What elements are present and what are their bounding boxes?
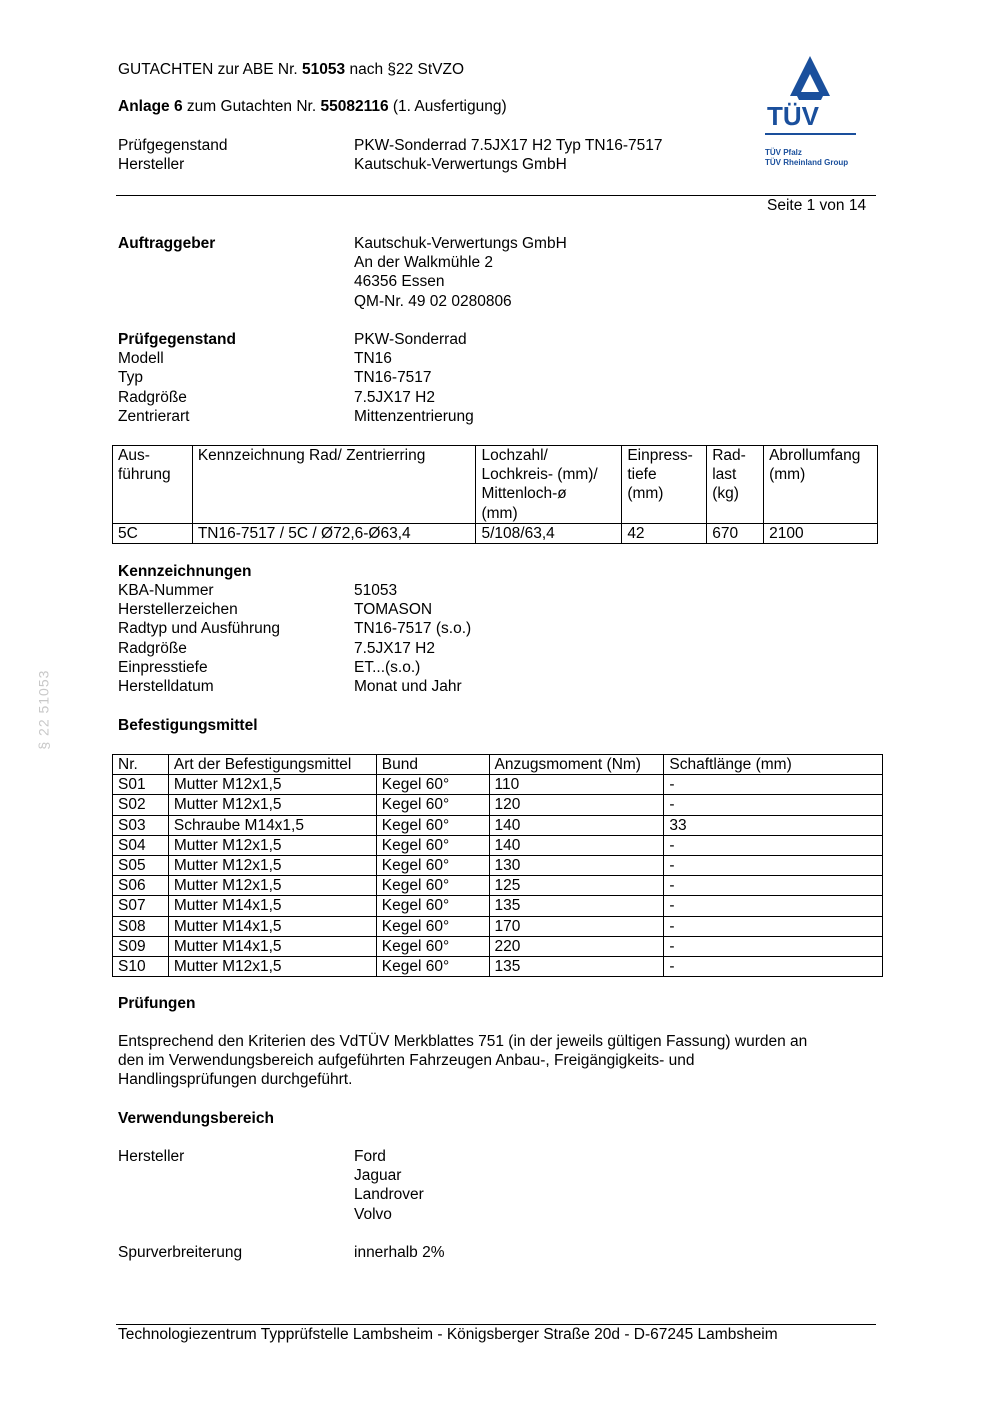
paragraph-line: Entsprechend den Kriterien des VdTÜV Merkblattes 751 (in der jeweils gültigen Fassung) wurden an	[118, 1033, 808, 1050]
verwendung-hersteller-label: Hersteller	[118, 1148, 185, 1165]
tuev-line1: TÜV Pfalz	[765, 148, 802, 157]
table-row	[113, 795, 883, 815]
field-label: Radtyp und Ausführung	[118, 620, 281, 638]
header-rule	[116, 195, 876, 196]
verwendungsbereich-title: Verwendungsbereich	[118, 1110, 274, 1127]
field-label: Modell	[118, 350, 164, 368]
field-value: ET...(s.o.)	[354, 658, 421, 676]
table-cell: 125	[489, 876, 664, 896]
header-pruefgegenstand-value: PKW-Sonderrad 7.5JX17 H2 Typ TN16-7517	[354, 137, 663, 154]
tuev-line2: TÜV Rheinland Group	[765, 158, 849, 167]
table-cell: Kegel 60°	[376, 815, 489, 835]
table-cell: Mutter M14x1,5	[168, 936, 376, 956]
table-cell: Mutter M14x1,5	[168, 916, 376, 936]
table-cell: 2100	[764, 523, 878, 543]
table-cell: Mutter M12x1,5	[168, 795, 376, 815]
fastener-table	[112, 754, 883, 977]
field-label: Radgröße	[118, 639, 187, 657]
table-cell: Kegel 60°	[376, 876, 489, 896]
table-cell: S08	[113, 916, 169, 936]
table-cell: TN16-7517 / 5C / Ø72,6-Ø63,4	[192, 523, 476, 543]
header-hersteller-label: Hersteller	[118, 156, 185, 173]
side-watermark: § 22 51053	[35, 669, 52, 750]
table-cell: Kegel 60°	[376, 775, 489, 795]
table-cell: 5C	[113, 523, 193, 543]
table-row	[113, 523, 878, 543]
column-header: Art der Befestigungsmittel	[168, 755, 376, 775]
table-row	[113, 835, 883, 855]
table-cell: 5/108/63,4	[476, 523, 622, 543]
table-cell: Mutter M12x1,5	[168, 835, 376, 855]
table-header-row	[113, 755, 883, 775]
table-cell: 42	[622, 523, 707, 543]
table-cell: S03	[113, 815, 169, 835]
field-value: Mittenzentrierung	[354, 407, 474, 425]
list-item: Landrover	[354, 1186, 424, 1204]
table-cell: Mutter M12x1,5	[168, 876, 376, 896]
table-row	[113, 936, 883, 956]
verwendung-hersteller-list	[354, 1147, 424, 1224]
column-header: Rad- last (kg)	[707, 446, 764, 524]
field-value: PKW-Sonderrad	[354, 331, 467, 348]
table-cell: 110	[489, 775, 664, 795]
column-header: Lochzahl/ Lochkreis- (mm)/ Mittenloch-ø (mm)	[476, 446, 622, 524]
table-cell: -	[664, 916, 883, 936]
table-cell: S05	[113, 856, 169, 876]
table-cell: Kegel 60°	[376, 795, 489, 815]
table-cell: Kegel 60°	[376, 856, 489, 876]
table-cell: Schraube M14x1,5	[168, 815, 376, 835]
table-row	[113, 815, 883, 835]
table-cell: 120	[489, 795, 664, 815]
field-value: TN16	[354, 350, 392, 368]
table-cell: S06	[113, 876, 169, 896]
field-value: TN16-7517	[354, 369, 432, 387]
table-row	[113, 775, 883, 795]
field-label: Herstelldatum	[118, 677, 214, 695]
befestigung-title: Befestigungsmittel	[118, 717, 258, 734]
table-cell: Kegel 60°	[376, 916, 489, 936]
field-value: 51053	[354, 582, 398, 599]
table-header-row	[113, 446, 878, 524]
table-cell: Kegel 60°	[376, 957, 489, 977]
table-cell: Mutter M12x1,5	[168, 957, 376, 977]
table-cell: S10	[113, 957, 169, 977]
table-cell: 140	[489, 835, 664, 855]
spurverbreiterung-label: Spurverbreiterung	[118, 1244, 243, 1261]
paragraph-line: Handlingsprüfungen durchgeführt.	[118, 1071, 353, 1089]
field-label: Radgröße	[118, 388, 187, 406]
pruefungen-title: Prüfungen	[118, 995, 196, 1012]
field-value: Monat und Jahr	[354, 677, 462, 695]
address-line: QM-Nr. 49 02 0280806	[354, 292, 512, 310]
field-value: 7.5JX17 H2	[354, 388, 435, 406]
kennzeichnungen-title: Kennzeichnungen	[118, 563, 252, 580]
field-label: Typ	[118, 369, 143, 387]
column-header: Schaftlänge (mm)	[664, 755, 883, 775]
kennzeichnungen-values	[354, 581, 471, 696]
table-cell: Mutter M12x1,5	[168, 775, 376, 795]
auftraggeber-label: Auftraggeber	[118, 235, 216, 252]
header-line-abe: GUTACHTEN zur ABE Nr. 51053 nach §22 StVZO	[118, 61, 465, 78]
table-cell: -	[664, 775, 883, 795]
table-cell: Kegel 60°	[376, 835, 489, 855]
field-label: KBA-Nummer	[118, 582, 214, 599]
pruefgegenstand-title: Prüfgegenstand	[118, 331, 236, 348]
column-header: Bund	[376, 755, 489, 775]
field-value: 7.5JX17 H2	[354, 639, 435, 657]
address-line: Kautschuk-Verwertungs GmbH	[354, 235, 567, 252]
column-header: Nr.	[113, 755, 169, 775]
table-cell: 33	[664, 815, 883, 835]
tuev-wordmark: TÜV	[767, 101, 819, 131]
column-header: Anzugsmoment (Nm)	[489, 755, 664, 775]
table-cell: -	[664, 856, 883, 876]
field-label: Zentrierart	[118, 407, 190, 425]
table-cell: Kegel 60°	[376, 936, 489, 956]
kennzeichnungen-labels	[118, 581, 280, 696]
table-row	[113, 916, 883, 936]
table-cell: Kegel 60°	[376, 896, 489, 916]
table-cell: S09	[113, 936, 169, 956]
table-row	[113, 876, 883, 896]
table-cell: -	[664, 957, 883, 977]
table-row	[113, 957, 883, 977]
table-cell: 670	[707, 523, 764, 543]
table-cell: 140	[489, 815, 664, 835]
table-cell: -	[664, 936, 883, 956]
table-cell: S07	[113, 896, 169, 916]
table-row	[113, 896, 883, 916]
address-line: 46356 Essen	[354, 273, 445, 291]
paragraph-line: den im Verwendungsbereich aufgeführten Fahrzeugen Anbau-, Freigängigkeits- und	[118, 1052, 695, 1070]
footer-text: Technologiezentrum Typprüfstelle Lambsheim - Königsberger Straße 20d - D-67245 Lambsheim	[118, 1326, 778, 1343]
list-item: Jaguar	[354, 1167, 402, 1185]
field-label: Einpresstiefe	[118, 658, 208, 676]
column-header: Einpress- tiefe (mm)	[622, 446, 707, 524]
column-header: Aus- führung	[113, 446, 193, 524]
table-cell: 135	[489, 957, 664, 977]
table-cell: S04	[113, 835, 169, 855]
auftraggeber-address	[354, 234, 567, 311]
header-hersteller-value: Kautschuk-Verwertungs GmbH	[354, 156, 567, 173]
tuev-logo	[763, 52, 863, 176]
table-cell: S01	[113, 775, 169, 795]
column-header: Abrollumfang (mm)	[764, 446, 878, 524]
field-value: TN16-7517 (s.o.)	[354, 620, 472, 638]
table-row	[113, 856, 883, 876]
list-item: Ford	[354, 1148, 386, 1165]
header-pruefgegenstand-label: Prüfgegenstand	[118, 137, 228, 154]
field-label: Herstellerzeichen	[118, 601, 238, 619]
list-item: Volvo	[354, 1205, 392, 1223]
address-line: An der Walkmühle 2	[354, 254, 493, 272]
spurverbreiterung-value: innerhalb 2%	[354, 1244, 445, 1261]
pruefgegenstand-values	[354, 330, 474, 426]
header-line-anlage: Anlage 6 zum Gutachten Nr. 55082116 (1. Ausfertigung)	[118, 98, 507, 115]
table-cell: 170	[489, 916, 664, 936]
table-cell: 135	[489, 896, 664, 916]
table-cell: 130	[489, 856, 664, 876]
table-cell: 220	[489, 936, 664, 956]
table-cell: -	[664, 876, 883, 896]
table-cell: Mutter M14x1,5	[168, 896, 376, 916]
column-header: Kennzeichnung Rad/ Zentrierring	[192, 446, 476, 524]
table-cell: -	[664, 896, 883, 916]
table-cell: -	[664, 795, 883, 815]
page-indicator: Seite 1 von 14	[767, 197, 867, 214]
table-cell: Mutter M12x1,5	[168, 856, 376, 876]
table-cell: S02	[113, 795, 169, 815]
pruefgegenstand-labels	[118, 330, 236, 426]
table-cell: -	[664, 835, 883, 855]
wheel-table	[112, 445, 878, 544]
field-value: TOMASON	[354, 601, 433, 619]
pruefungen-paragraph	[118, 1032, 807, 1090]
